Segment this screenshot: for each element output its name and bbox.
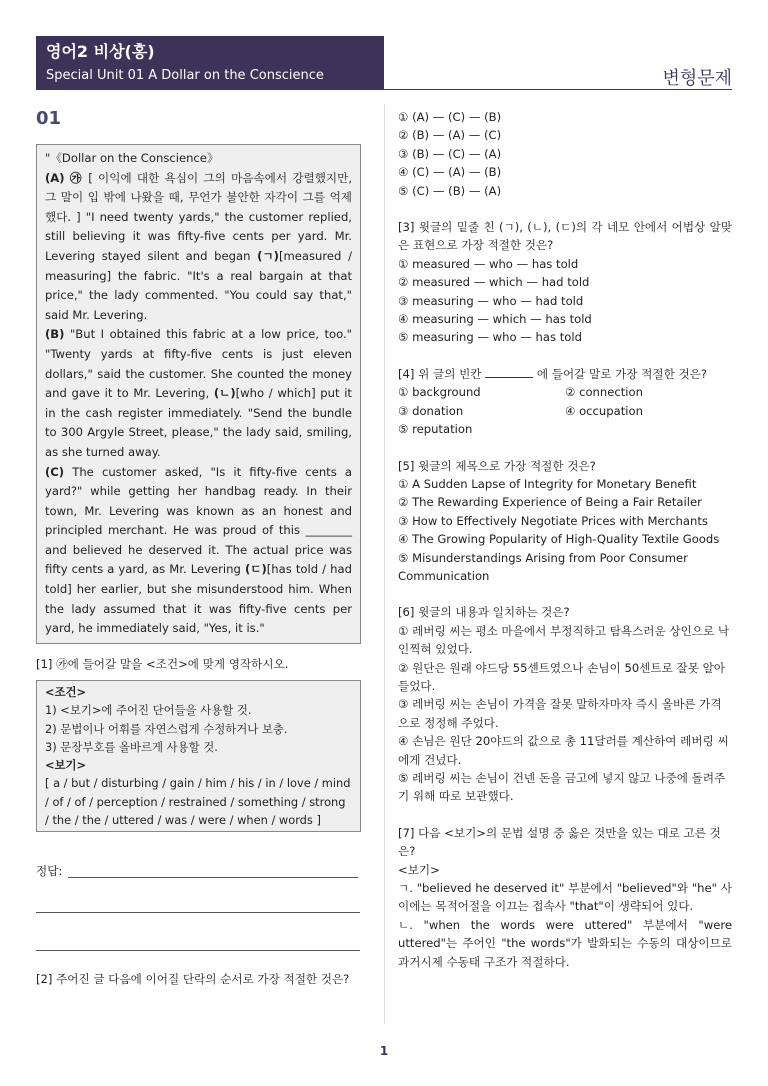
para-a-label: (A) — [45, 170, 65, 185]
q4-blank — [485, 365, 533, 378]
q6-prompt: [6] 윗글의 내용과 일치하는 것은? — [398, 605, 570, 620]
para-b-label: (B) — [45, 327, 65, 342]
header-right-label: 변형문제 — [662, 68, 732, 89]
passage-para-c — [45, 463, 352, 639]
q2-option[interactable]: ⑤ (C) — (B) — (A) — [398, 183, 502, 198]
q5-option[interactable]: ① A Sudden Lapse of Integrity for Monetary Benefit — [398, 476, 697, 491]
q3-option[interactable]: ④ measuring — which — has told — [398, 312, 592, 327]
q5-option[interactable]: ④ The Growing Popularity of High-Quality Textile Goods — [398, 532, 720, 547]
q4-option[interactable]: ④ occupation — [565, 403, 643, 418]
q4-option[interactable]: ① background — [398, 385, 481, 400]
q5-prompt: [5] 윗글의 제목으로 가장 적절한 것은? — [398, 458, 596, 473]
question-number: 01 — [36, 108, 62, 129]
q3-option[interactable]: ⑤ measuring — who — has told — [398, 330, 582, 345]
para-a-text: [ 이익에 대한 욕심이 그의 마음속에서 강렬했지만, 그 말이 입 밖에 나왔을 때, 무언가 불안한 자각이 그를 억제했다. ] "I need twenty yards," the customer replied, still believing it was fifty-five cents per yard. Mr. Levering stayed silent and began — [45, 170, 353, 263]
q4-options-row-2 — [398, 402, 732, 420]
q4-option[interactable]: ⑤ reputation — [398, 422, 473, 437]
column-divider — [384, 104, 385, 1024]
header-title: 영어2 비상(홍) — [46, 42, 155, 61]
para-b-marker: (ㄴ) — [213, 386, 236, 401]
q7-box-title: <보기> — [398, 862, 440, 877]
q7-item-2: ㄴ. "when the words were uttered" 부분에서 "were uttered"는 주어인 "the words"가 발화되는 수동의 대상이므로 과거시제 수동태 구조가 적절하다. — [398, 917, 732, 969]
q4-options-row-1 — [398, 383, 732, 401]
answer-line-1[interactable] — [68, 877, 358, 878]
q3-prompt: [3] 윗글의 밑줄 친 (ㄱ), (ㄴ), (ㄷ)의 각 네모 안에서 어법상 알맞은 표현으로 가장 적절한 것은? — [398, 220, 732, 253]
q1-condition-box — [36, 680, 361, 832]
q2-option[interactable]: ④ (C) — (A) — (B) — [398, 165, 502, 180]
para-c-text2: [has told / had told] her earlier, but she misunderstood him. When the lady assumed that it was fifty-five cents per yard, he immediately said, "Yes, it is." — [45, 562, 352, 636]
q3-option[interactable]: ① measured — who — has told — [398, 256, 579, 271]
q6-option[interactable]: ① 레버링 씨는 평소 마을에서 부정직하고 탐욕스러운 상인으로 낙인찍혀 있었다. — [398, 623, 730, 657]
q6-option[interactable]: ⑤ 레버링 씨는 손님이 건넨 돈을 금고에 넣지 않고 나중에 돌려주기 위해 따로 보관했다. — [398, 771, 726, 804]
cond-1: 1) <보기>에 주어진 단어들을 사용할 것. — [45, 703, 252, 718]
cond-title: <조건> — [45, 685, 87, 699]
right-column — [398, 108, 732, 971]
q1-prompt: [1] ㉮에 들어갈 말을 <조건>에 맞게 영작하시오. — [36, 657, 289, 671]
para-a-marker2: (ㄱ) — [257, 248, 279, 263]
para-c-text: The customer asked, "Is it fifty-five cents a yard?" while getting her handbag ready. In their town, Mr. Levering was known as an honest and principled merchant. He was proud of this ________ and believed he deserved it. The actual price was fifty cents a yard, as Mr. Levering — [45, 464, 352, 577]
header-banner — [36, 36, 384, 90]
answer-label: 정답: — [36, 864, 63, 878]
header-subtitle: Special Unit 01 A Dollar on the Conscience — [46, 68, 324, 83]
para-a-text2: [measured / measuring] the fabric. "It's a real bargain at that price," the lady commented. "You could say that," said Mr. Levering. — [45, 248, 352, 322]
q5-option[interactable]: ③ How to Effectively Negotiate Prices with Merchants — [398, 513, 708, 528]
cond-2: 2) 문법이나 어휘를 자연스럽게 수정하거나 보충. — [45, 721, 288, 736]
q2-option[interactable]: ③ (B) — (C) — (A) — [398, 146, 502, 161]
q2-prompt: [2] 주어진 글 다음에 이어질 단락의 순서로 가장 적절한 것은? — [36, 972, 350, 986]
q7-item-1: ㄱ. "believed he deserved it" 부분에서 "believed"와 "he" 사이에는 목적어절을 이끄는 접속사 "that"이 생략되어 있다. — [398, 881, 732, 914]
q5-option[interactable]: ② The Rewarding Experience of Being a Fair Retailer — [398, 495, 702, 510]
passage-para-a — [45, 169, 352, 326]
para-b-text2: [who / which] put it in the cash register immediately. "Send the bundle to 300 Argyle Street, please," the lady said, smiling, as she turned away. — [45, 386, 352, 459]
q5-option[interactable]: ⑤ Misunderstandings Arising from Poor Consumer Communication — [398, 550, 688, 583]
q7-prompt: [7] 다음 <보기>의 문법 설명 중 옳은 것만을 있는 대로 고른 것은? — [398, 825, 721, 859]
q3-option[interactable]: ② measured — which — had told — [398, 275, 590, 290]
passage-para-b — [45, 325, 352, 462]
page-number: 1 — [379, 1044, 389, 1058]
q4-option[interactable]: ② connection — [565, 385, 643, 400]
para-c-marker: (ㄷ) — [244, 562, 267, 577]
q2-option[interactable]: ② (B) — (A) — (C) — [398, 128, 502, 143]
q4-prompt-before: [4] 위 글의 빈칸 — [398, 366, 486, 381]
box-words: [ a / but / disturbing / gain / him / his / in / love / mind / of / of / perception / restrained / something / strong / the / the / uttered / was / were / when / words ] — [45, 776, 351, 828]
q2-option[interactable]: ① (A) — (C) — (B) — [398, 110, 502, 124]
answer-line-2[interactable] — [36, 912, 360, 913]
q4-prompt — [398, 365, 732, 383]
reading-passage — [36, 144, 361, 644]
para-a-marker: ㉮ — [69, 170, 84, 185]
q6-option[interactable]: ④ 손님은 원단 20야드의 값으로 총 11달러를 계산하여 레버링 씨에게 건넜다. — [398, 734, 729, 767]
q4-prompt-after: 에 들어갈 말로 가장 적절한 것은? — [533, 366, 708, 381]
q4-option[interactable]: ③ donation — [398, 403, 464, 418]
q3-option[interactable]: ③ measuring — who — had told — [398, 293, 584, 308]
cond-3: 3) 문장부호를 올바르게 사용할 것. — [45, 739, 218, 754]
para-b-text: "But I obtained this fabric at a low price, too." "Twenty yards at fifty-five cents is just eleven dollars," said the customer. She counted the money and gave it to Mr. Levering, — [45, 327, 352, 401]
para-c-label: (C) — [45, 464, 65, 479]
passage-title: "《Dollar on the Conscience》 — [45, 151, 219, 165]
q6-option[interactable]: ② 원단은 원래 야드당 55센트였으나 손님이 50센트로 잘못 알아들었다. — [398, 660, 725, 693]
q6-option[interactable]: ③ 레버링 씨는 손님이 가격을 잘못 말하자마자 즉시 올바른 가격으로 정정해 주었다. — [398, 697, 722, 730]
answer-line-3[interactable] — [36, 950, 360, 951]
box-title: <보기> — [45, 758, 87, 773]
